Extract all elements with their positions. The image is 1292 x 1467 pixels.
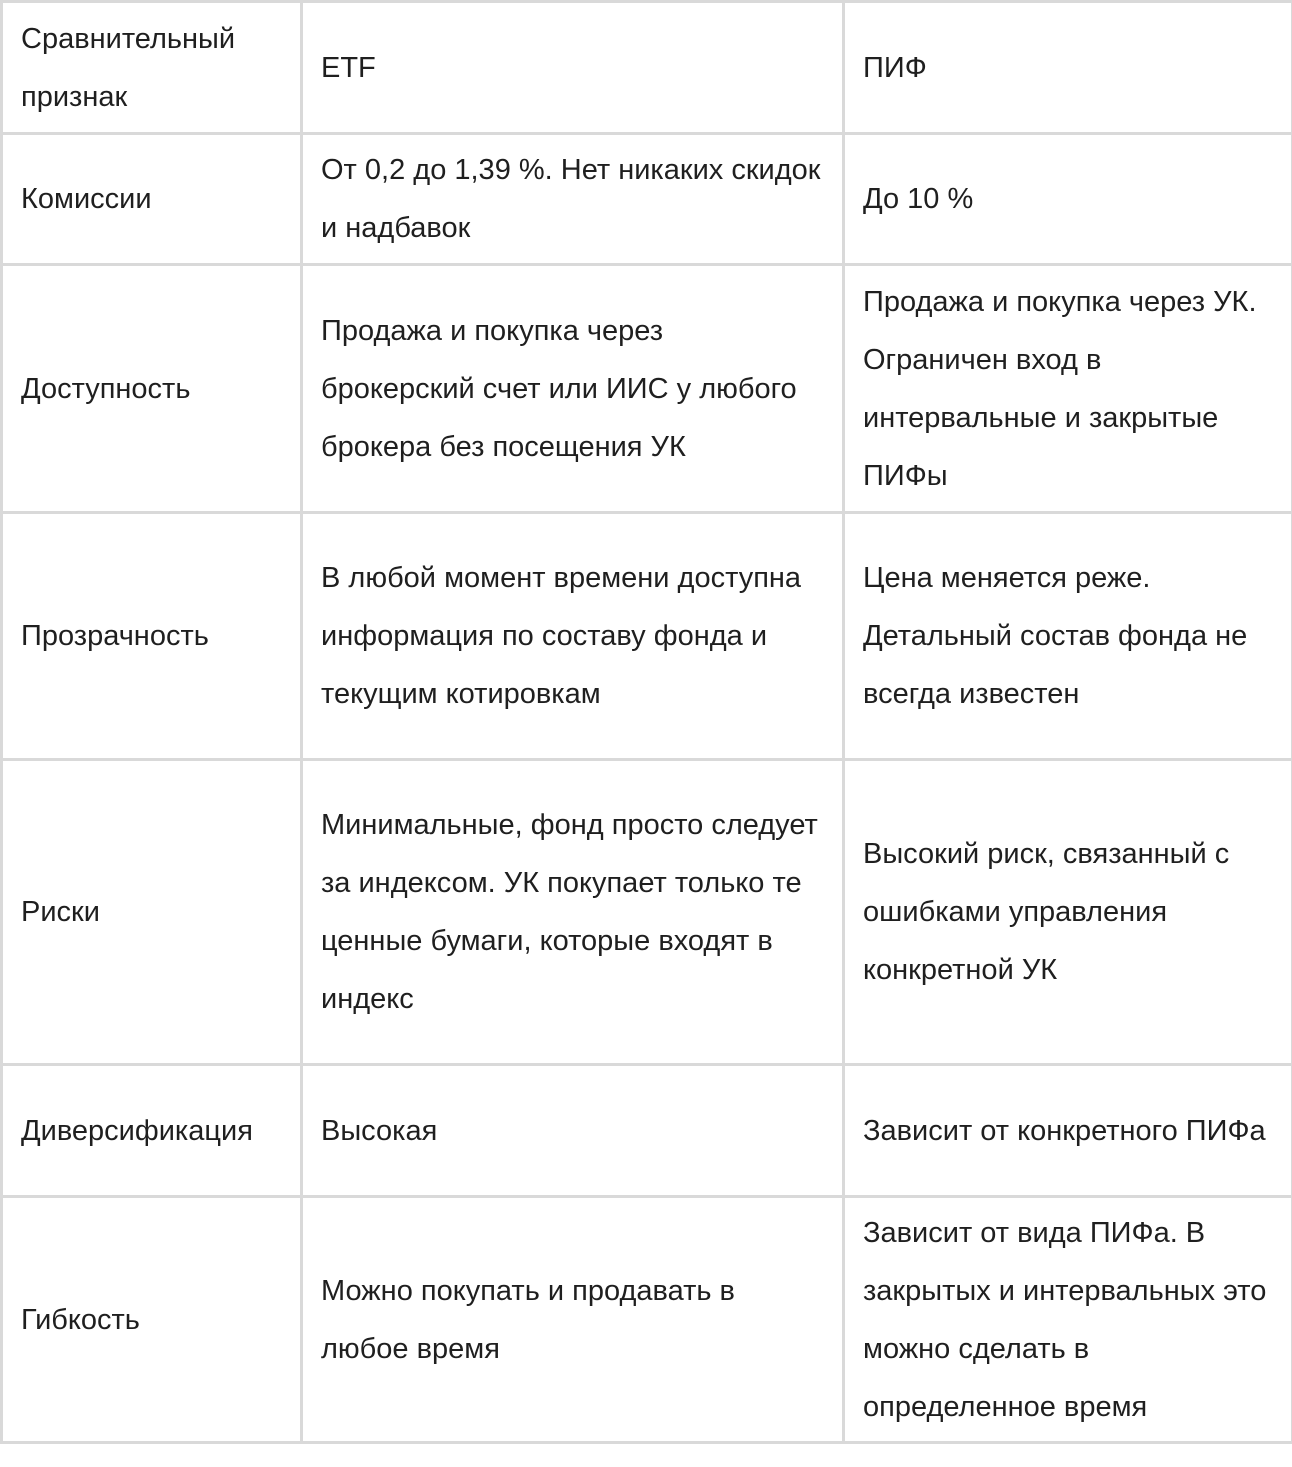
etf-cell: В любой момент времени доступна информация по составу фонда и текущим котировкам	[302, 513, 844, 760]
pif-cell: Зависит от вида ПИФа. В закрытых и интервальных это можно сделать в определенное время	[844, 1197, 1292, 1443]
pif-cell: Зависит от конкретного ПИФа	[844, 1065, 1292, 1197]
header-pif-cell: ПИФ	[844, 2, 1292, 134]
header-etf-cell: ETF	[302, 2, 844, 134]
etf-cell: Минимальные, фонд просто следует за индексом. УК покупает только те ценные бумаги, которые входят в индекс	[302, 760, 844, 1065]
pif-cell: Продажа и покупка через УК. Ограничен вход в интервальные и закрытые ПИФы	[844, 265, 1292, 513]
etf-cell: Продажа и покупка через брокерский счет или ИИС у любого брокера без посещения УК	[302, 265, 844, 513]
criterion-cell: Диверсификация	[2, 1065, 302, 1197]
header-criterion-cell: Сравнительный признак	[2, 2, 302, 134]
etf-cell: От 0,2 до 1,39 %. Нет никаких скидок и надбавок	[302, 134, 844, 265]
pif-cell: Высокий риск, связанный с ошибками управления конкретной УК	[844, 760, 1292, 1065]
criterion-cell: Доступность	[2, 265, 302, 513]
table-row-accessibility	[2, 265, 1292, 513]
table-header-row	[2, 2, 1292, 134]
criterion-cell: Прозрачность	[2, 513, 302, 760]
criterion-cell: Гибкость	[2, 1197, 302, 1443]
criterion-cell: Комиссии	[2, 134, 302, 265]
criterion-cell: Риски	[2, 760, 302, 1065]
pif-cell: Цена меняется реже. Детальный состав фонда не всегда известен	[844, 513, 1292, 760]
table-row-diversification	[2, 1065, 1292, 1197]
table-row-transparency	[2, 513, 1292, 760]
pif-cell: До 10 %	[844, 134, 1292, 265]
table-row-risks	[2, 760, 1292, 1065]
etf-cell: Высокая	[302, 1065, 844, 1197]
etf-cell: Можно покупать и продавать в любое время	[302, 1197, 844, 1443]
table-row-fees	[2, 134, 1292, 265]
table-row-flexibility	[2, 1197, 1292, 1443]
